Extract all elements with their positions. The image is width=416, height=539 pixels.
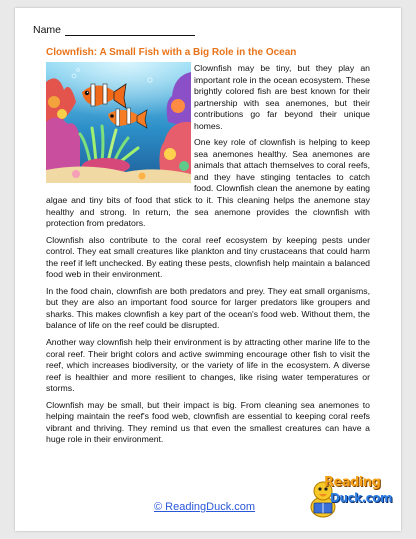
paragraph-2: One key role of clownfish is helping to keep sea anemones healthy. Sea anemones are animals that attach themselves to coral reefs, and they have stinging tentacles to catch food. Clownfish clean the anemone by eating algae and tiny bits of food that stick to it. This cleaning helps the anemone stay healthy and strong. In return, the sea anemone provides the clownfish with protection from predators.	[46, 137, 370, 229]
name-label: Name	[33, 24, 62, 36]
logo-reading-text: Reading	[324, 475, 381, 490]
worksheet-title: Clownfish: A Small Fish with a Big Role in the Ocean	[46, 47, 297, 58]
article-body	[46, 63, 370, 451]
paragraph-5: Another way clownfish help their environment is by attracting other marine life to the coral reef. Their bright colors and active swimming encourage other fish to visit the reef, which increases biodiversity, or the variety of life in the ecosystem. A diverse reef is healthier and more resilient to changes, like rising water temperatures or storms.	[46, 337, 370, 394]
name-row	[33, 24, 195, 36]
readingduck-link[interactable]: © ReadingDuck.com	[154, 501, 256, 513]
logo-duck-text: Duck.com	[330, 491, 393, 505]
paragraph-1: Clownfish may be tiny, but they play an important role in the ocean ecosystem. These brightly colored fish are best known for their partnership with sea anemones, but their contributions go far beyond their unique homes.	[194, 63, 370, 131]
paragraph-3: Clownfish also contribute to the coral reef ecosystem by keeping pests under control. They eat small creatures like plankton and tiny crustaceans that could harm the reef if left unchecked. By eating these pests, clownfish help maintain a balanced food web in their environment.	[46, 234, 370, 280]
name-blank-line[interactable]	[65, 25, 195, 36]
paragraph-6: Clownfish may be small, but their impact is big. From cleaning sea anemones to helping maintain the reef's food web, clownfish are essential to keeping coral reefs vibrant and thriving. They remind us that even the smallest creatures can have a huge role in their environment.	[46, 399, 370, 445]
paragraph-4: In the food chain, clownfish are both predators and prey. They eat small organisms, but they are also an important food source for larger predators like groupers and sharks. This makes clownfish a key part of the ocean's food web. Without them, the balance of life on the reef could be disrupted.	[46, 285, 370, 331]
readingduck-logo[interactable]	[308, 469, 393, 521]
